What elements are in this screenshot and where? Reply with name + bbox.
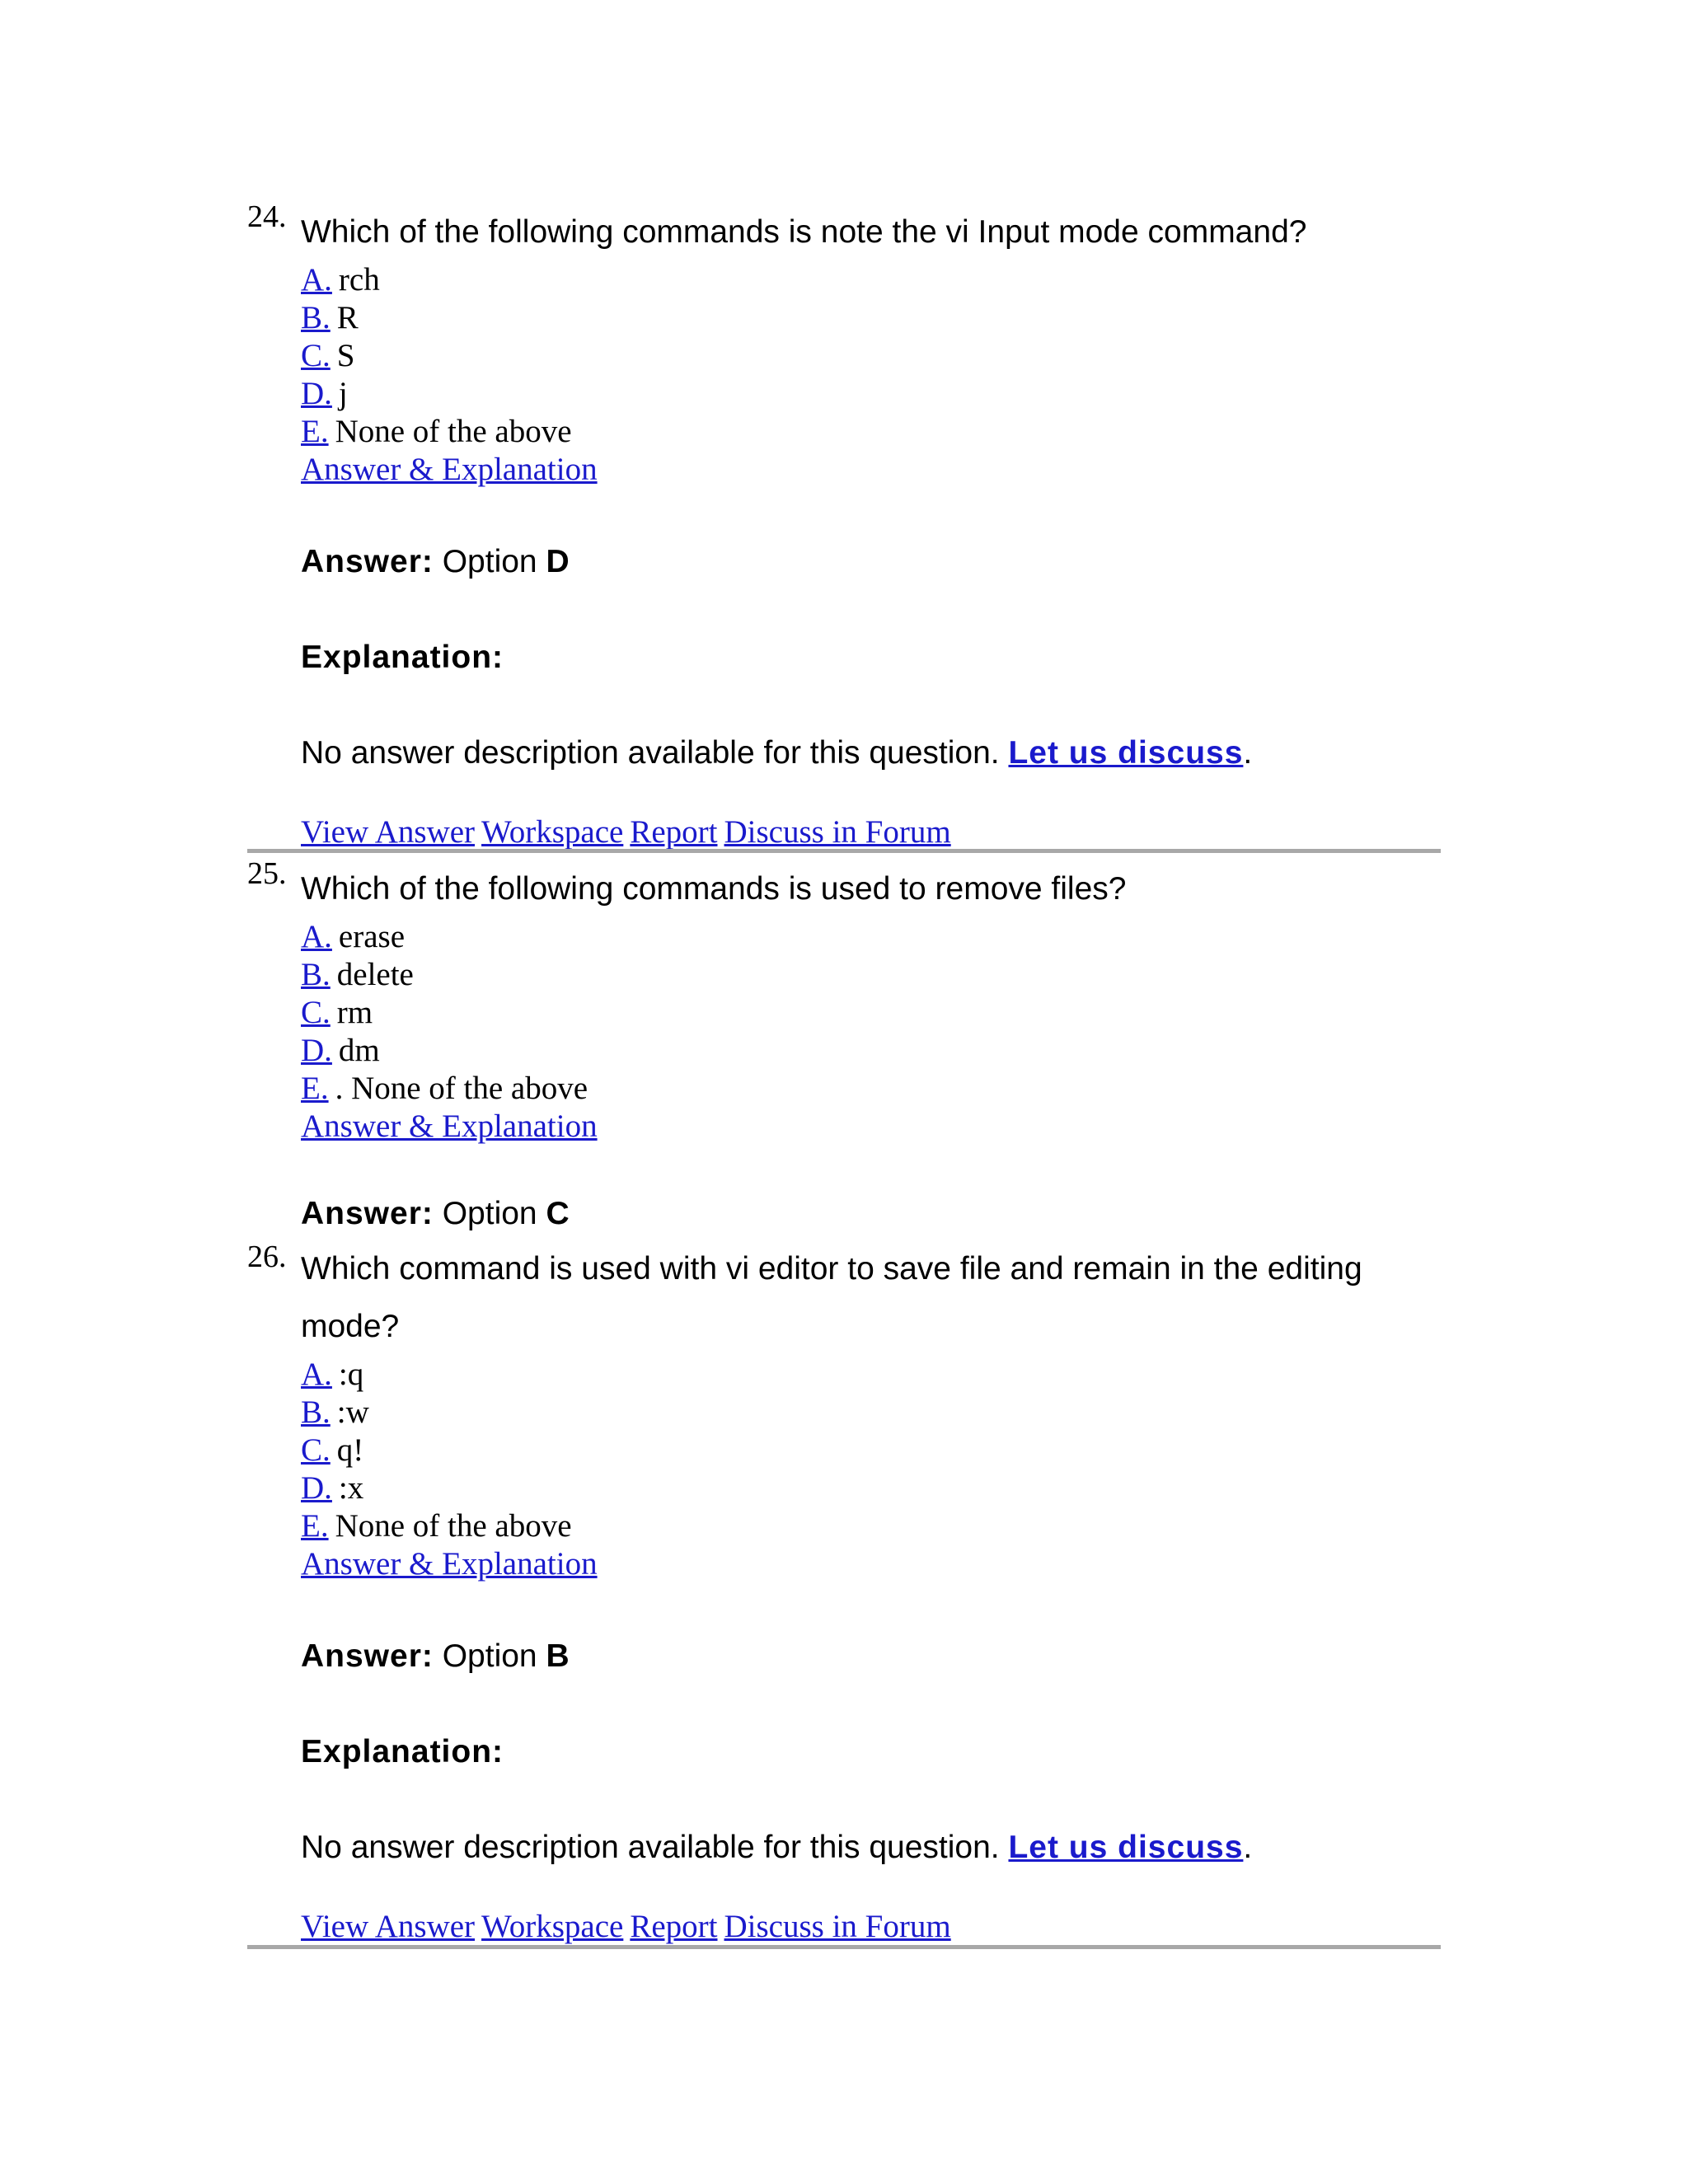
option-c-text: q! [336, 1432, 364, 1468]
option-b-link[interactable]: B. [301, 1394, 331, 1430]
workspace-link[interactable]: Workspace [481, 1909, 624, 1944]
answer-label: Answer: [301, 1638, 434, 1674]
explanation-text [301, 734, 1442, 772]
option-a [301, 261, 1442, 299]
answer-explanation-link[interactable]: Answer & Explanation [301, 1546, 598, 1582]
option-a-link[interactable]: A. [301, 1357, 332, 1392]
option-b-text: delete [336, 957, 414, 992]
question-24 [247, 200, 1442, 851]
question-25 [247, 857, 1442, 1233]
question-number: 25. [247, 856, 287, 891]
report-link[interactable]: Report [630, 814, 718, 850]
option-d [301, 1032, 1442, 1070]
option-b [301, 956, 1442, 994]
option-c [301, 337, 1442, 375]
option-b-link[interactable]: B. [301, 957, 331, 992]
option-a-text: erase [338, 919, 406, 954]
answer-line [301, 1638, 1442, 1675]
option-d-text: dm [338, 1033, 380, 1068]
explanation-period: . [1243, 735, 1253, 771]
question-text: Which command is used with vi editor to save file and remain in the editing mode? [301, 1251, 1362, 1344]
discuss-in-forum-link[interactable]: Discuss in Forum [724, 814, 951, 850]
explanation-body: No answer description available for this question. [301, 1830, 1000, 1865]
answer-explanation-link[interactable]: Answer & Explanation [301, 1108, 598, 1144]
question-body [301, 857, 1442, 1233]
option-e-text: . None of the above [335, 1071, 588, 1106]
answer-prefix: Option [442, 1196, 537, 1231]
option-c-link[interactable]: C. [301, 995, 331, 1030]
answer-prefix: Option [442, 1638, 537, 1674]
answer-label: Answer: [301, 1196, 434, 1231]
option-b-text: R [336, 300, 359, 335]
question-text: Which of the following commands is used to remove files? [301, 871, 1127, 907]
option-e-text: None of the above [335, 1508, 572, 1544]
question-text: Which of the following commands is note the vi Input mode command? [301, 214, 1307, 250]
option-a-link[interactable]: A. [301, 262, 332, 298]
option-c-link[interactable]: C. [301, 338, 331, 373]
option-e [301, 1070, 1442, 1108]
explanation-body: No answer description available for this question. [301, 735, 1000, 771]
option-d-text: :x [338, 1470, 364, 1506]
report-link[interactable]: Report [630, 1909, 718, 1944]
option-d-text: j [338, 376, 348, 411]
answer-prefix: Option [442, 544, 537, 579]
workspace-link[interactable]: Workspace [481, 814, 624, 850]
option-e-link[interactable]: E. [301, 414, 329, 449]
answer-line [301, 543, 1442, 581]
explanation-label: Explanation: [301, 1734, 504, 1769]
option-c [301, 994, 1442, 1032]
question-26 [247, 1240, 1442, 1946]
let-us-discuss-link[interactable]: Let us discuss [1008, 1830, 1244, 1865]
option-d-link[interactable]: D. [301, 1033, 332, 1068]
option-c-text: S [336, 338, 355, 373]
question-body [301, 1240, 1442, 1946]
divider [247, 1945, 1441, 1949]
let-us-discuss-link[interactable]: Let us discuss [1008, 735, 1244, 771]
option-e [301, 1507, 1442, 1545]
answer-label: Answer: [301, 544, 434, 579]
option-a [301, 1356, 1442, 1394]
question-number: 24. [247, 199, 287, 234]
answer-line [301, 1195, 1442, 1233]
view-answer-link[interactable]: View Answer [301, 1909, 476, 1944]
explanation-period: . [1243, 1830, 1253, 1865]
option-b-link[interactable]: B. [301, 300, 331, 335]
answer-value: D [546, 544, 570, 579]
option-e-link[interactable]: E. [301, 1071, 329, 1106]
answer-explanation-link[interactable]: Answer & Explanation [301, 452, 598, 487]
option-e-link[interactable]: E. [301, 1508, 329, 1544]
discuss-in-forum-link[interactable]: Discuss in Forum [724, 1909, 951, 1944]
question-footer-links [301, 1908, 1442, 1946]
option-a-text: :q [338, 1357, 364, 1392]
answer-value: C [546, 1196, 570, 1231]
option-d-link[interactable]: D. [301, 376, 332, 411]
divider [247, 849, 1441, 853]
option-b [301, 1394, 1442, 1432]
question-number: 26. [247, 1240, 287, 1274]
option-c-text: rm [336, 995, 373, 1030]
option-d [301, 1469, 1442, 1507]
option-a [301, 918, 1442, 956]
view-answer-link[interactable]: View Answer [301, 814, 476, 850]
option-a-link[interactable]: A. [301, 919, 332, 954]
option-b [301, 299, 1442, 337]
option-e-text: None of the above [335, 414, 572, 449]
option-e [301, 413, 1442, 451]
option-c-link[interactable]: C. [301, 1432, 331, 1468]
option-c [301, 1432, 1442, 1469]
option-a-text: rch [338, 262, 380, 298]
option-d [301, 375, 1442, 413]
explanation-label: Explanation: [301, 640, 504, 675]
option-d-link[interactable]: D. [301, 1470, 332, 1506]
question-footer-links [301, 813, 1442, 851]
question-body [301, 200, 1442, 851]
explanation-text [301, 1829, 1442, 1867]
answer-value: B [546, 1638, 570, 1674]
option-b-text: :w [336, 1394, 369, 1430]
